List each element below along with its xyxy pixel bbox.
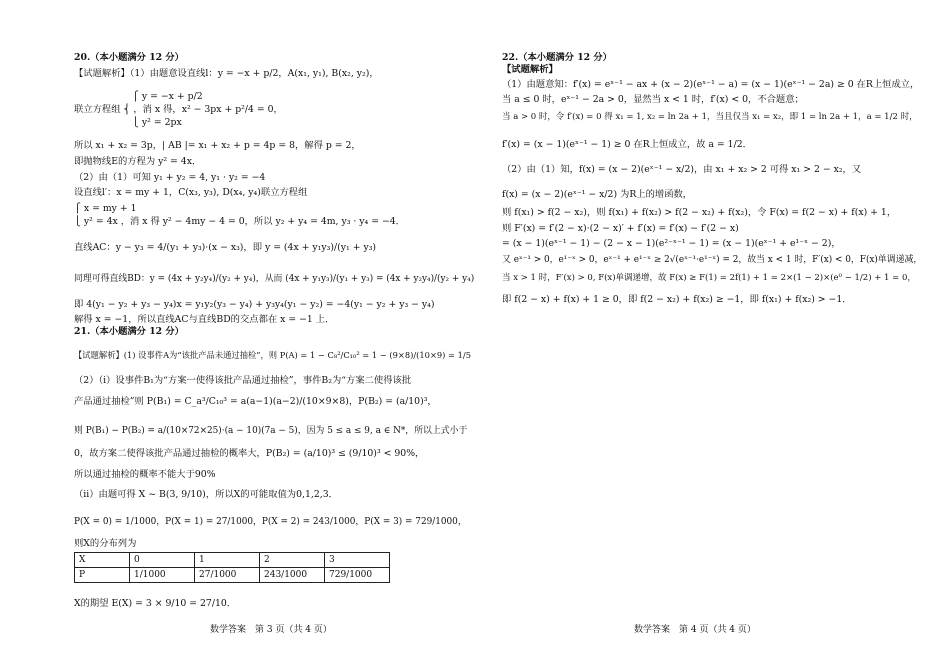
table-cell: 3 xyxy=(325,553,390,568)
text-line: （2）由（1）知，f(x) = (x − 2)(eˣ⁻¹ − x/2)，由 x₁ + x₂ > 2 可得 x₁ > 2 − x₂，又 xyxy=(502,164,862,175)
table-cell: 1 xyxy=(195,553,260,568)
right-column xyxy=(502,0,922,671)
text-line: 又 eˣ⁻¹ > 0，e¹⁻ˣ > 0，eˣ⁻¹ + e¹⁻ˣ ≥ 2√(eˣ⁻¹·e¹⁻ˣ) = 2，故当 x < 1 时，F′(x) < 0，F(x)单调递减， xyxy=(502,255,923,265)
table-row xyxy=(75,568,390,583)
text-line: 当 a > 0 时，令 f′(x) = 0 得 x₁ = 1, x₂ = ln 2a + 1，当且仅当 x₁ = x₂，即 1 = ln 2a + 1，a = 1/2 时， xyxy=(502,112,918,122)
text-line: 则 F′(x) = f′(2 − x)·(2 − x)′ + f′(x) = f′(x) − f′(2 − x) xyxy=(502,223,739,234)
text-line: P(X = 0) = 1/1000，P(X = 1) = 27/1000，P(X = 2) = 243/1000，P(X = 3) = 729/1000， xyxy=(74,517,467,527)
page-footer-left: 数学答案 第 3 页（共 4 页） xyxy=(210,625,332,635)
text-line: X的期望 E(X) = 3 × 9/10 = 27/10． xyxy=(74,598,237,609)
distribution-table xyxy=(74,552,390,583)
text-line: （2）由（1）可知 y₁ + y₂ = 4, y₁ · y₂ = −4 xyxy=(74,172,266,183)
text-line: 【试题解析】（1）由题意设直线l：y = −x + p/2，A(x₁, y₁), B(x₂, y₂)， xyxy=(74,68,379,79)
text-line: 【试题解析】(1) 设事件A为“该批产品未通过抽检”，则 P(A) = 1 − C₈²/C₁₀² = 1 − (9×8)/(10×9) = 1/5 xyxy=(74,350,471,360)
text-line: 所以 x₁ + x₂ = 3p，| AB |= x₁ + x₂ + p = 4p = 8，解得 p = 2， xyxy=(74,140,361,151)
table-cell: P xyxy=(75,568,130,583)
text-line: （1）由题意知：f′(x) = eˣ⁻¹ − ax + (x − 2)(eˣ⁻¹ − a) = (x − 1)(eˣ⁻¹ − 2a) ≥ 0 在R上恒成立， xyxy=(502,79,920,90)
text-line: f′(x) = (x − 1)(eˣ⁻¹ − 1) ≥ 0 在R上恒成立，故 a = 1/2． xyxy=(502,139,752,150)
problem-20-heading: 20.（本小题满分 12 分） xyxy=(74,52,184,63)
left-column xyxy=(74,0,474,671)
table-cell: 243/1000 xyxy=(260,568,325,583)
text-line: 设直线l′：x = my + 1，C(x₃, y₃), D(x₄, y₄)联立方程组 xyxy=(74,187,308,198)
text-line: 当 x > 1 时，F′(x) > 0, F(x)单调递增，故 F(x) ≥ F(1) = 2f(1) + 1 = 2×(1 − 2)×(e⁰ − 1/2) + 1 = 0， xyxy=(502,273,916,283)
text-line: 即抛物线E的方程为 y² = 4x． xyxy=(74,156,202,167)
text-line: 即 4(y₁ − y₂ + y₃ − y₄)x = y₁y₂(y₃ − y₄) + y₃y₄(y₁ − y₂) = −4(y₁ − y₂ + y₃ − y₄) xyxy=(74,299,435,310)
text-line: f(x) = (x − 2)(eˣ⁻¹ − x/2) 为R上的增函数， xyxy=(502,189,693,200)
text-line: 所以通过抽检的概率不能大于90% xyxy=(74,469,216,480)
system-line: ⎩ y² = 4x ，消 x 得 y² − 4my − 4 = 0，所以 y₂ + y₄ = 4m, y₃ · y₄ = −4． xyxy=(74,216,405,227)
table-cell: 729/1000 xyxy=(325,568,390,583)
table-cell: 27/1000 xyxy=(195,568,260,583)
solution-heading: 【试题解析】 xyxy=(502,64,558,75)
table-cell: 2 xyxy=(260,553,325,568)
text-line: 产品通过抽检”则 P(B₁) = C_a³/C₁₀³ = a(a−1)(a−2)/(10×9×8)，P(B₂) = (a/10)³， xyxy=(74,396,437,407)
system-line: 联立方程组 ⎨ ，消 x 得，x² − 3px + p²/4 = 0， xyxy=(74,104,283,115)
system-line: ⎩ y² = 2px xyxy=(132,117,182,128)
table-cell: 1/1000 xyxy=(130,568,195,583)
system-line: ⎧ y = −x + p/2 xyxy=(132,91,203,102)
text-line: = (x − 1)(eˣ⁻¹ − 1) − (2 − x − 1)(e²⁻ˣ⁻¹ − 1) = (x − 1)(eˣ⁻¹ + e¹⁻ˣ − 2)， xyxy=(502,238,841,249)
table-row xyxy=(75,553,390,568)
text-line: 则 f(x₁) > f(2 − x₂)，则 f(x₁) + f(x₂) > f(2 − x₂) + f(x₂)，令 F(x) = f(2 − x) + f(x) + 1， xyxy=(502,207,897,218)
table-cell: X xyxy=(75,553,130,568)
text-line: 当 a ≤ 0 时，eˣ⁻¹ − 2a > 0，显然当 x < 1 时，f′(x) < 0，不合题意； xyxy=(502,94,804,105)
page-footer-right: 数学答案 第 4 页（共 4 页） xyxy=(634,625,756,635)
text-line: 0，故方案二使得该批产品通过抽检的概率大，P(B₂) = (a/10)³ ≤ (9/10)³ < 90%， xyxy=(74,448,425,459)
text-line: 解得 x = −1，所以直线AC与直线BD的交点都在 x = −1 上． xyxy=(74,314,335,325)
problem-22-heading: 22.（本小题满分 12 分） xyxy=(502,52,612,63)
system-line: ⎧ x = my + 1 xyxy=(74,203,137,214)
text-line: 同理可得直线BD：y = (4x + y₂y₄)/(y₂ + y₄)，从而 (4x + y₁y₃)/(y₁ + y₃) = (4x + y₂y₄)/(y₂ + y₄) xyxy=(74,274,475,284)
text-line: 直线AC：y − y₃ = 4/(y₁ + y₃)·(x − x₃)，即 y = (4x + y₁y₃)/(y₁ + y₃) xyxy=(74,242,377,253)
problem-21-heading: 21.（本小题满分 12 分） xyxy=(74,326,184,337)
table-cell: 0 xyxy=(130,553,195,568)
text-line: 则X的分布列为 xyxy=(74,538,137,549)
text-line: （ii）由题可得 X ~ B(3, 9/10)，所以X的可能取值为0,1,2,3． xyxy=(74,489,338,500)
text-line: 则 P(B₁) − P(B₂) = a/(10×72×25)·(a − 10)(7a − 5)，因为 5 ≤ a ≤ 9, a ∈ N*，所以上式小于 xyxy=(74,426,468,436)
text-line: （2）（i）设事件B₁为“方案一使得该批产品通过抽检”，事件B₂为“方案二使得该批 xyxy=(74,375,412,386)
text-line: 即 f(2 − x) + f(x) + 1 ≥ 0，即 f(2 − x₂) + f(x₂) ≥ −1，即 f(x₁) + f(x₂) > −1． xyxy=(502,294,852,305)
